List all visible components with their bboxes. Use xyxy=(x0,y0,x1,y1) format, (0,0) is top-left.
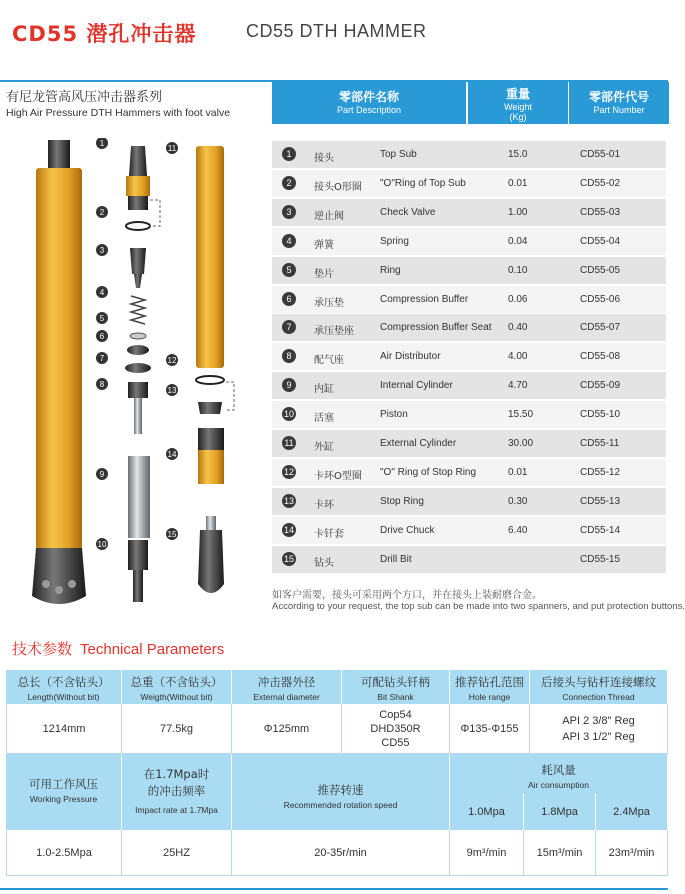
tech-head-impact-en: Impact rate at 1.7Mpa xyxy=(135,805,218,815)
part-weight: 0.04 xyxy=(508,235,528,247)
air-pressure-1: 1.0Mpa xyxy=(450,794,524,830)
series-title-en: High Air Pressure DTH Hammers with foot valve xyxy=(6,107,231,119)
tech-value-air-2: 15m³/min xyxy=(524,830,596,876)
marker-1 xyxy=(96,138,108,149)
parts-row xyxy=(272,170,666,197)
part-number-badge: 15 xyxy=(283,553,294,564)
parts-row xyxy=(272,372,666,399)
tech-head-pressure-en: Working Pressure xyxy=(29,794,98,804)
part-name-en: Compression Buffer Seat xyxy=(380,322,492,334)
part-name-en: Piston xyxy=(380,409,408,421)
parts-header-weight-unit: (Kg) xyxy=(509,112,527,122)
svg-text:3: 3 xyxy=(99,246,105,255)
parts-row xyxy=(272,430,666,457)
parts-row xyxy=(272,488,666,515)
part-code: CD55-06 xyxy=(580,293,621,305)
svg-text:2: 2 xyxy=(99,208,105,217)
part-weight: 0.30 xyxy=(508,495,528,507)
tech-value-thread xyxy=(530,704,668,754)
part-name-en: "O"Ring of Top Sub xyxy=(380,177,466,189)
tech-head-air-cn: 耗风量 xyxy=(541,763,576,777)
part-name-en: Ring xyxy=(380,264,401,276)
tech-head-rotation-en: Recommended rotation speed xyxy=(283,800,398,810)
marker-8 xyxy=(96,378,108,390)
series-title-cn: 有尼龙管高风压冲击器系列 xyxy=(6,90,163,105)
parts-row xyxy=(272,257,666,284)
parts-row xyxy=(272,401,666,428)
parts-row xyxy=(272,228,666,255)
parts-row xyxy=(272,546,666,573)
parts-row xyxy=(272,314,666,341)
tech-head-shank-en: Bit Shank xyxy=(377,692,414,702)
part-code: CD55-04 xyxy=(580,235,621,247)
tech-value-weight: 77.5kg xyxy=(122,704,232,754)
part-name-cn: 垫片 xyxy=(314,268,334,280)
part-code: CD55-01 xyxy=(580,149,621,160)
part-number-badge: 2 xyxy=(282,176,296,190)
tech-head-hole xyxy=(450,670,530,704)
tech-head-diameter-cn: 冲击器外径 xyxy=(257,675,316,689)
tech-head-pressure xyxy=(6,754,122,830)
part-code: CD55-02 xyxy=(580,177,621,189)
part-weight: 0.10 xyxy=(508,264,528,276)
part-code: CD55-07 xyxy=(580,322,621,334)
thread-option-1: API 2 3/8" Reg xyxy=(562,714,635,727)
part-code: CD55-14 xyxy=(580,524,621,536)
part-name-cn: 内缸 xyxy=(314,384,334,396)
part-code: CD55-13 xyxy=(580,495,621,507)
svg-text:5: 5 xyxy=(99,314,105,323)
tech-value-impact: 25HZ xyxy=(122,830,232,876)
tech-title-cn: 技术参数 xyxy=(12,640,73,658)
marker-12 xyxy=(166,354,178,366)
part-code: CD55-09 xyxy=(580,380,621,392)
part-code: CD55-05 xyxy=(580,264,621,276)
part-name-cn: 钻头 xyxy=(314,557,334,569)
marker-9 xyxy=(96,468,108,480)
part-number-badge: 11 xyxy=(282,436,296,450)
svg-text:13: 13 xyxy=(167,386,177,395)
part-name-en: Check Valve xyxy=(380,206,436,218)
hammer-exploded-illustration xyxy=(6,138,266,608)
part-name-cn: 外缸 xyxy=(314,442,334,453)
shank-option-2: DHD350R xyxy=(370,722,421,735)
tech-head-air xyxy=(450,754,668,794)
tech-head-length-cn: 总长（不含钻头） xyxy=(17,675,110,689)
part-weight: 15.0 xyxy=(508,149,528,160)
part-name-en: Drive Chuck xyxy=(380,524,435,536)
thread-option-2: API 3 1/2" Reg xyxy=(562,730,635,743)
tech-head-air-en: Air consumption xyxy=(528,780,589,790)
air-pressure-2: 1.8Mpa xyxy=(524,794,596,830)
part-number-badge: 7 xyxy=(282,320,296,334)
tech-head-length xyxy=(6,670,122,704)
part-name-cn: 逆止阀 xyxy=(314,210,344,222)
part-name-cn: 卡环O型圈 xyxy=(314,470,362,482)
tech-head-thread-en: Connection Thread xyxy=(562,692,635,702)
part-weight: 4.70 xyxy=(508,380,528,392)
part-weight: 0.01 xyxy=(508,466,528,478)
part-number-badge: 10 xyxy=(283,409,294,420)
part-number-badge: 12 xyxy=(283,466,294,477)
svg-text:7: 7 xyxy=(99,354,105,363)
marker-5 xyxy=(96,312,108,324)
part-code: CD55-11 xyxy=(580,438,620,449)
part-code: CD55-08 xyxy=(580,351,621,363)
marker-11 xyxy=(166,142,178,154)
parts-row xyxy=(272,199,666,226)
svg-text:1: 1 xyxy=(99,139,105,148)
tech-head-diameter-en: External diameter xyxy=(253,692,320,702)
tech-head-shank xyxy=(342,670,450,704)
parts-header-weight-en: Weight xyxy=(504,102,532,112)
tech-head-impact-cn-1: 在1.7Mpa时 xyxy=(143,767,210,781)
page-title-cn: CD55 潜孔冲击器 xyxy=(12,22,197,46)
tech-value-shank xyxy=(342,704,450,754)
parts-header-name-en: Part Description xyxy=(336,105,402,115)
marker-14 xyxy=(166,448,178,460)
part-name-en: Stop Ring xyxy=(380,495,424,507)
part-name-cn: 承压垫座 xyxy=(314,326,354,338)
svg-text:6: 6 xyxy=(99,332,105,341)
svg-text:12: 12 xyxy=(167,356,177,365)
part-name-en: Drill Bit xyxy=(380,553,412,565)
marker-10 xyxy=(96,538,108,550)
part-name-en: External Cylinder xyxy=(380,438,457,449)
part-number-badge: 3 xyxy=(282,205,296,219)
tech-value-hole: Φ135-Φ155 xyxy=(450,704,530,754)
tech-value-air-1: 9m³/min xyxy=(450,830,524,876)
tech-value-pressure: 1.0-2.5Mpa xyxy=(6,830,122,876)
part-number-badge: 8 xyxy=(282,349,296,363)
marker-13 xyxy=(166,384,178,396)
tech-head-thread xyxy=(530,670,668,704)
tech-title-en: Technical Parameters xyxy=(80,641,225,658)
part-weight: 15.50 xyxy=(508,409,534,421)
exploded-parts-right xyxy=(196,146,234,593)
tech-section-title xyxy=(12,638,224,659)
note-cn: 如客户需要，接头可采用两个方口，并在接头上装耐磨合金。 xyxy=(272,590,542,601)
part-name-en: Top Sub xyxy=(380,149,417,160)
part-number-badge: 6 xyxy=(282,292,296,306)
series-label xyxy=(6,86,270,124)
tech-head-impact-cn-2: 的冲击频率 xyxy=(147,784,206,798)
tech-head-rotation-cn: 推荐转速 xyxy=(317,783,364,797)
part-name-cn: 承压垫 xyxy=(314,297,344,309)
parts-row xyxy=(272,343,666,370)
tech-head-shank-cn: 可配钻头钎柄 xyxy=(361,675,430,689)
svg-text:9: 9 xyxy=(99,470,105,479)
tech-head-pressure-cn: 可用工作风压 xyxy=(29,777,98,791)
tech-head-length-en: Length(Without bit) xyxy=(27,692,100,702)
shank-option-1: Cop54 xyxy=(379,708,412,721)
tech-head-hole-en: Hole range xyxy=(468,692,511,702)
exploded-parts-left xyxy=(125,146,160,602)
part-name-en: Internal Cylinder xyxy=(380,380,453,392)
marker-7 xyxy=(96,352,108,364)
tech-head-hole-cn: 推荐钻孔范围 xyxy=(455,675,524,689)
svg-text:4: 4 xyxy=(99,288,105,297)
part-name-cn: 接头 xyxy=(314,153,334,164)
part-weight: 0.01 xyxy=(508,177,528,189)
parts-row xyxy=(272,141,666,168)
svg-text:14: 14 xyxy=(167,450,177,459)
tech-value-rotation: 20-35r/min xyxy=(232,830,450,876)
svg-text:10: 10 xyxy=(97,540,107,549)
part-name-en: Air Distributor xyxy=(380,351,441,363)
parts-header-number-cn: 零部件代号 xyxy=(588,90,649,104)
parts-row xyxy=(272,459,666,486)
parts-header-weight-cn: 重量 xyxy=(505,87,530,101)
part-weight: 30.00 xyxy=(508,438,534,449)
tech-head-diameter xyxy=(232,670,342,704)
tech-head-impact xyxy=(122,754,232,830)
assembled-hammer xyxy=(32,140,86,604)
part-number-badge: 5 xyxy=(282,263,296,277)
part-number-badge: 4 xyxy=(282,234,296,248)
marker-4 xyxy=(96,286,108,298)
parts-row xyxy=(272,286,666,313)
air-pressure-3: 2.4Mpa xyxy=(596,794,668,830)
marker-2 xyxy=(96,206,108,218)
marker-3 xyxy=(96,244,108,256)
footer-rule xyxy=(0,888,668,890)
parts-header-name xyxy=(272,82,466,124)
page-title-en: CD55 DTH HAMMER xyxy=(246,21,427,41)
marker-6 xyxy=(96,330,108,342)
part-code: CD55-03 xyxy=(580,206,621,218)
part-name-cn: 卡钎套 xyxy=(314,528,344,540)
part-weight: 0.40 xyxy=(508,322,528,334)
part-number-badge: 9 xyxy=(282,378,296,392)
part-weight: 0.06 xyxy=(508,293,528,305)
part-code: CD55-10 xyxy=(580,409,621,421)
parts-row xyxy=(272,517,666,544)
tech-head-weight-en: Weigth(Without bit) xyxy=(140,692,213,702)
svg-text:11: 11 xyxy=(167,144,177,153)
tech-head-rotation xyxy=(232,754,450,830)
part-name-cn: 卡环 xyxy=(314,499,334,511)
note-en: According to your request, the top sub can be made into two spanners, and put protection buttons. xyxy=(272,601,685,612)
part-number-badge: 14 xyxy=(283,524,294,535)
svg-text:8: 8 xyxy=(99,380,105,389)
part-code: CD55-12 xyxy=(580,466,621,478)
part-name-cn: 接头O形圈 xyxy=(314,181,362,193)
tech-value-diameter: Φ125mm xyxy=(232,704,342,754)
part-weight: 1.00 xyxy=(508,206,528,218)
part-number-badge: 1 xyxy=(282,147,296,161)
part-number-badge: 13 xyxy=(283,495,294,506)
tech-head-weight-cn: 总重（不含钻头） xyxy=(130,675,223,689)
shank-option-3: CD55 xyxy=(381,736,410,749)
part-name-cn: 配气座 xyxy=(314,355,344,367)
parts-header-number-en: Part Number xyxy=(593,105,645,115)
part-name-en: "O" Ring of Stop Ring xyxy=(380,466,477,478)
marker-15 xyxy=(166,528,178,540)
tech-value-air-3: 23m³/min xyxy=(596,830,668,876)
part-name-en: Compression Buffer xyxy=(380,293,469,305)
part-name-cn: 活塞 xyxy=(314,413,334,425)
parts-header-name-cn: 零部件名称 xyxy=(338,90,399,104)
parts-header-weight xyxy=(467,82,568,124)
parts-header-number xyxy=(568,82,669,124)
tech-value-length: 1214mm xyxy=(6,704,122,754)
part-name-en: Spring xyxy=(380,235,409,247)
part-code: CD55-15 xyxy=(580,553,621,565)
svg-text:15: 15 xyxy=(167,530,177,539)
part-weight: 4.00 xyxy=(508,351,528,363)
part-weight: 6.40 xyxy=(508,524,528,536)
tech-head-thread-cn: 后接头与钻杆连接螺纹 xyxy=(541,675,656,689)
part-name-cn: 弹簧 xyxy=(314,239,334,251)
tech-head-weight xyxy=(122,670,232,704)
